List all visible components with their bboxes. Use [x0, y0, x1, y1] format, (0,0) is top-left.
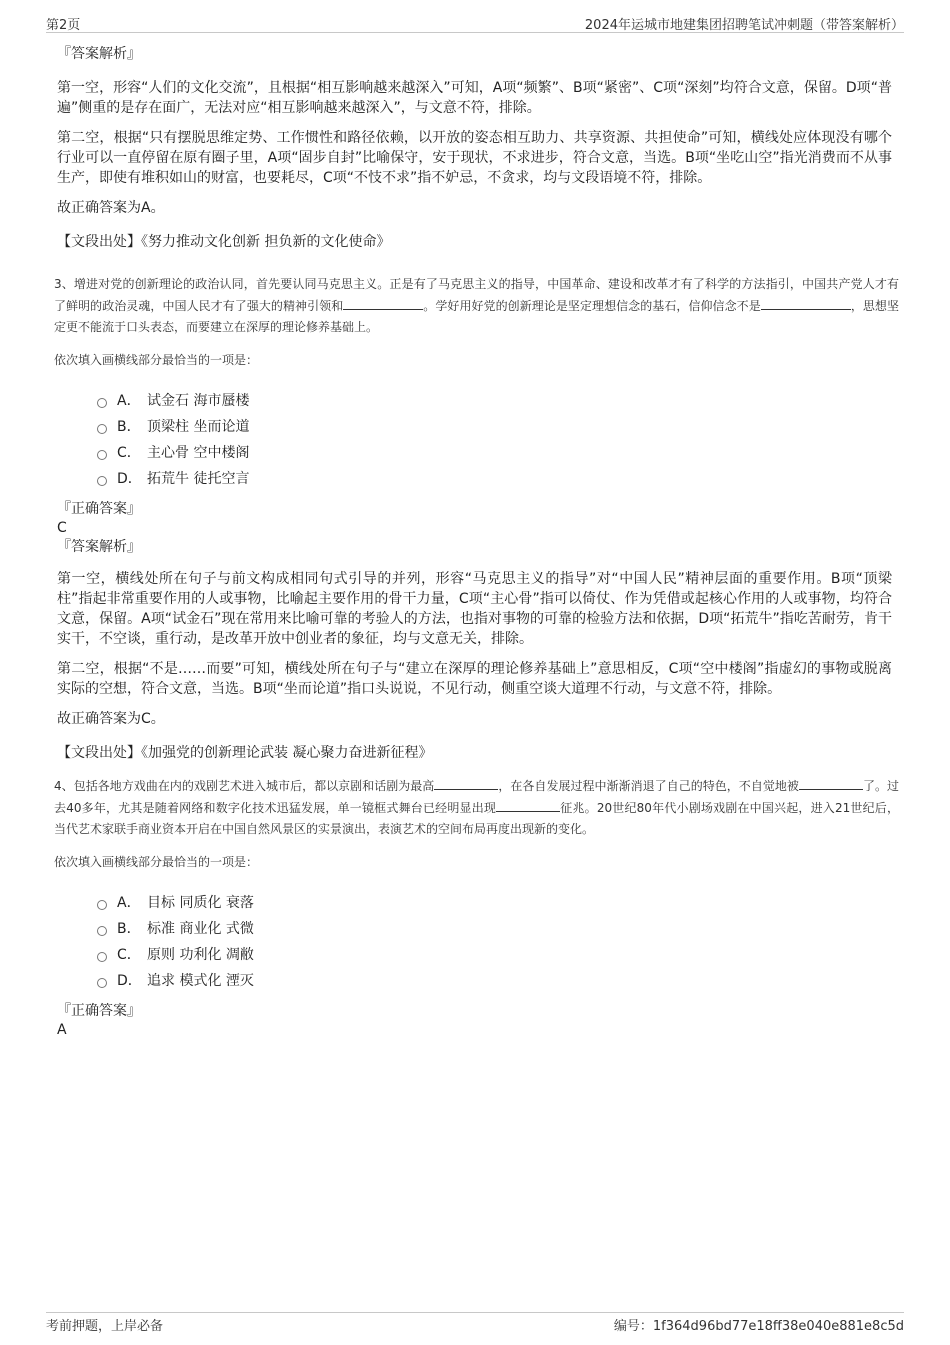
analysis-paragraph: 第二空，根据“不是……而要”可知，横线处所在句子与“建立在深厚的理论修养基础上”意思相反，C项“空中楼阁”指虚幻的事物或脱离实际的空想，符合文意，当选。B项“坐而论道”指口头说说，不见行动，侧重空谈大道理不行动，与文意不符，排除。 [57, 661, 892, 697]
fill-blank [799, 775, 863, 790]
question-prompt: 依次填入画横线部分最恰当的一项是： [54, 855, 259, 869]
page-header [46, 14, 904, 33]
question-prompt: 依次填入画横线部分最恰当的一项是： [54, 353, 259, 367]
radio-circle-icon[interactable] [97, 450, 107, 460]
option-text: 标准 商业化 式微 [147, 921, 254, 937]
analysis-heading: 『答案解析』 [57, 539, 141, 555]
option-a[interactable] [97, 388, 892, 414]
option-a[interactable] [97, 890, 892, 916]
fill-blank [761, 295, 851, 310]
correct-answer-value: A [57, 1022, 67, 1038]
document-title: 2024年运城市地建集团招聘笔试冲刺题（带答案解析） [584, 18, 904, 33]
radio-circle-icon[interactable] [97, 900, 107, 910]
code-value: 1f364d96bd77e18ff38e040e881e8c5d [652, 1319, 904, 1334]
page-footer [46, 1312, 904, 1337]
question-text-part: 了。过去40多年，尤其是随着网络和数字化技术迅猛发展，单一镜框式舞台已经明显出现 [54, 779, 899, 815]
option-letter: B． [117, 921, 141, 937]
option-letter: C． [117, 947, 141, 963]
option-letter: A． [117, 895, 141, 911]
option-text: 顶梁柱 坐而论道 [147, 419, 250, 435]
option-d[interactable] [97, 466, 892, 492]
radio-circle-icon[interactable] [97, 926, 107, 936]
option-letter: B． [117, 419, 141, 435]
fill-blank [343, 295, 423, 310]
correct-answer-heading: 『正确答案』 [57, 1003, 141, 1019]
option-d[interactable] [97, 968, 892, 994]
answer-conclusion: 故正确答案为A。 [57, 200, 165, 216]
page-number: 第2页 [46, 18, 81, 33]
analysis-heading: 『答案解析』 [57, 46, 141, 62]
radio-circle-icon[interactable] [97, 978, 107, 988]
analysis-paragraph: 第一空，横线处所在句子与前文构成相同句式引导的并列，形容“马克思主义的指导”对“中国人民”精神层面的重要作用。B项“顶梁柱”指起非常重要作用的人或事物，比喻起主要作用的骨干力量，C项“主心骨”指可以倚仗、作为凭借或起核心作用的人或事物，均符合文意，保留。A项“试金石”现在常用来比喻可靠的考验人的方法，也指对事物的可靠的检验方法和依据，D项“拓荒牛”指吃苦耐劳，肯干实干，不空谈，重行动，是改革开放中创业者的象征，均与文意无关，排除。 [57, 571, 892, 647]
option-text: 拓荒牛 徒托空言 [147, 471, 250, 487]
correct-answer-heading: 『正确答案』 [57, 501, 141, 517]
option-text: 试金石 海市蜃楼 [147, 393, 250, 409]
option-letter: C． [117, 445, 141, 461]
question-text-part: 4、包括各地方戏曲在内的戏剧艺术进入城市后，都以京剧和话剧为最高 [54, 779, 435, 793]
footer-slogan: 考前押题，上岸必备 [46, 1319, 164, 1334]
option-c[interactable] [97, 942, 892, 968]
question-3-options [97, 388, 892, 492]
question-text-part: ，思想坚定更不能流于口头表态，而要建立在深厚的理论修养基础上。 [54, 299, 899, 334]
option-b[interactable] [97, 916, 892, 942]
question-text-part: 。学好用好党的创新理论是坚定理想信念的基石，信仰信念不是 [423, 299, 761, 313]
question-4-options [97, 890, 892, 994]
answer-conclusion: 故正确答案为C。 [57, 711, 165, 727]
fill-blank [496, 797, 560, 812]
question-3-text [54, 274, 899, 338]
fill-blank [434, 775, 498, 790]
code-label: 编号： [613, 1319, 653, 1334]
radio-circle-icon[interactable] [97, 424, 107, 434]
question-text-part: 征兆。20世纪80年代小剧场戏剧在中国兴起，进入21世纪后，当代艺术家联手商业资本开启在中国自然风景区的实景演出，表演艺术的空间布局再度出现新的变化。 [54, 801, 899, 836]
source-citation: 【文段出处】《加强党的创新理论武装 凝心聚力奋进新征程》 [57, 745, 433, 761]
option-text: 目标 同质化 衰落 [147, 895, 254, 911]
radio-circle-icon[interactable] [97, 476, 107, 486]
source-citation: 【文段出处】《努力推动文化创新 担负新的文化使命》 [57, 234, 391, 250]
correct-answer-value: C [57, 520, 67, 536]
option-text: 原则 功利化 凋敝 [147, 947, 254, 963]
analysis-paragraph: 第一空，形容“人们的文化交流”，且根据“相互影响越来越深入”可知，A项“频繁”、B项“紧密”、C项“深刻”均符合文意，保留。D项“普遍”侧重的是存在面广，无法对应“相互影响越来越深入”，与文意不符，排除。 [57, 80, 892, 116]
analysis-paragraph: 第二空，根据“只有摆脱思维定势、工作惯性和路径依赖，以开放的姿态相互助力、共享资源、共担使命”可知，横线处应体现没有哪个行业可以一直停留在原有圈子里，A项“固步自封”比喻保守，安于现状，不求进步，符合文意，当选。B项“坐吃山空”指光消费而不从事生产，即使有堆积如山的财富，也要耗尽，C项“不忮不求”指不妒忌，不贪求，均与文段语境不符，排除。 [57, 130, 892, 186]
question-4-text [54, 775, 899, 840]
question-text-part: 3、增进对党的创新理论的政治认同，首先要认同马克思主义。正是有了马克思主义的指导，中国革命、建设和改革才有了科学的方法指引，中国共产党人才有了鲜明的政治灵魂，中国人民才有了强大的精神引领和 [54, 277, 899, 313]
option-letter: D． [117, 973, 142, 989]
option-text: 追求 模式化 湮灭 [147, 973, 254, 989]
document-code [614, 1315, 904, 1334]
option-letter: A． [117, 393, 141, 409]
radio-circle-icon[interactable] [97, 952, 107, 962]
option-text: 主心骨 空中楼阁 [147, 445, 250, 461]
option-b[interactable] [97, 414, 892, 440]
page-content [54, 44, 899, 1040]
option-c[interactable] [97, 440, 892, 466]
radio-circle-icon[interactable] [97, 398, 107, 408]
option-letter: D． [117, 471, 142, 487]
question-text-part: ，在各自发展过程中渐渐消退了自己的特色，不自觉地被 [498, 779, 799, 793]
